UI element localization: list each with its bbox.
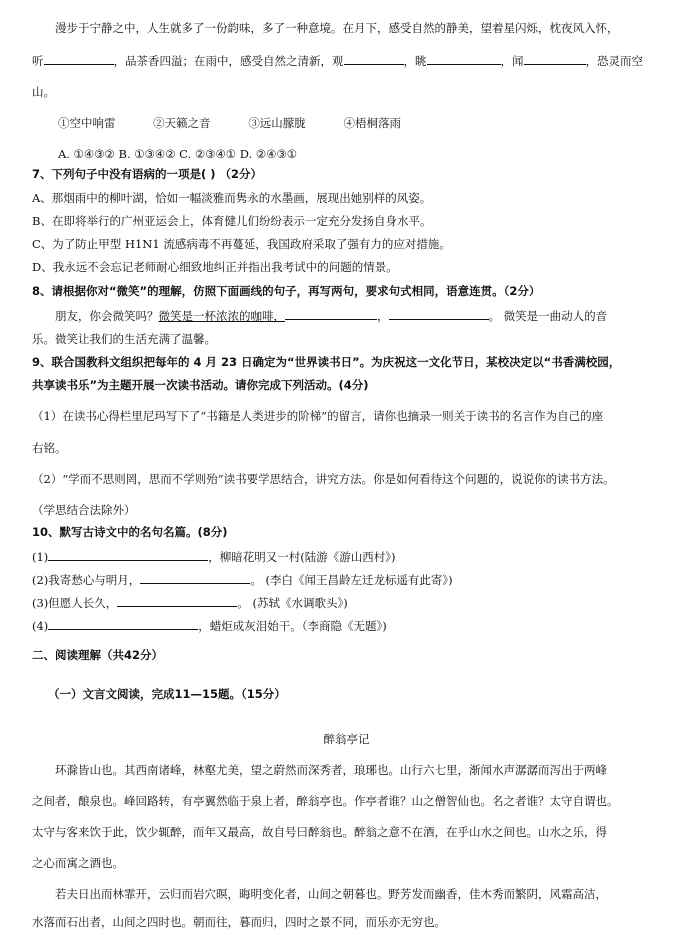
- question-title: 9、联合国教科文组织把每年的 4 月 23 日确定为“世界读书日”。为庆祝这一文化节日，某校决定以“书香满校园，: [32, 355, 621, 369]
- option-item: ③远山朦胧: [248, 116, 306, 130]
- question-title: 7、下列句子中没有语病的一项是( ) （2分）: [32, 167, 263, 181]
- choice-c: C、为了防止甲型 H1N1 流感病毒不再蔓延，我国政府采取了强有力的应对措施。: [32, 237, 451, 251]
- q9-part-2: （2）“学而不思则罔，思而不学则殆”读书要学思结合，讲究方法。你是如何看待这个问题的，说说你的读书方法。: [32, 472, 615, 486]
- choice-b: B、在即将举行的广州亚运会上，体育健儿们纷纷表示一定充分发扬自身水平。: [32, 214, 432, 228]
- essay-line: 若夫日出而林霏开，云归而岩穴暝，晦明变化者，山间之朝暮也。野芳发而幽香，佳木秀而繁阴，风霜高洁，: [55, 887, 607, 901]
- q8-line: 乐。微笑让我们的生活充满了温馨。: [32, 332, 216, 346]
- option-item: ④梧桐落雨: [343, 116, 401, 130]
- answer-blank[interactable]: [344, 52, 404, 65]
- q10-item: (4) ，蜡炬成灰泪始干。（李商隐《无题》): [32, 619, 387, 633]
- essay-line: 之间者，酿泉也。峰回路转，有亭翼然临于泉上者，醉翁亭也。作亭者谁？山之僧智仙也。名之者谁？太守自谓也。: [32, 794, 619, 808]
- essay-title: 醉翁亭记: [323, 732, 370, 746]
- q10-item: (2)我寄愁心与明月， 。 (李白《闻王昌龄左迁龙标遥有此寄》): [32, 573, 453, 587]
- q9-part-1: （1）在读书心得栏里尼玛写下了“书籍是人类进步的阶梯”的留言，请你也摘录一则关于读书的名言作为自己的座: [32, 409, 604, 423]
- answer-blank[interactable]: [140, 571, 250, 584]
- q8-line: 朋友，你会微笑吗？微笑是一杯浓浓的咖啡， ， 。 微笑是一曲动人的音: [55, 309, 608, 323]
- answer-choices: A. ①④③② B. ①③④② C. ②③④① D. ②④③①: [58, 147, 298, 161]
- essay-line: 水落而石出者，山间之四时也。朝而往，暮而归，四时之景不同，而乐亦无穷也。: [32, 915, 446, 929]
- essay-line: 太守与客来饮于此，饮少辄醉，而年又最高，故自号曰醉翁也。醉翁之意不在酒，在乎山水之间也。山水之乐，得: [32, 825, 607, 839]
- passage-line: 漫步于宁静之中，人生就多了一份韵味，多了一种意境。在月下，感受自然的静美，望着星闪烁，枕夜风入怀，: [55, 21, 619, 35]
- essay-line: 之心而寓之酒也。: [32, 856, 124, 870]
- answer-blank[interactable]: [285, 307, 377, 320]
- q10-item: (1) ，柳暗花明又一村(陆游《游山西村》): [32, 550, 396, 564]
- question-title: 10、默写古诗文中的名句名篇。(8分): [32, 525, 228, 539]
- answer-blank[interactable]: [48, 617, 198, 630]
- q9-part-2: （学思结合法除外）: [32, 503, 136, 517]
- q9-part-1: 右铭。: [32, 441, 67, 455]
- option-list: [58, 115, 663, 131]
- passage-line-blanks: 听 ，品茶香四溢；在雨中，感受自然之清新，观 ，眺 ，闻 ，恐灵而空: [32, 54, 643, 68]
- q10-item: (3)但愿人长久， 。 (苏轼《水调歌头》): [32, 596, 348, 610]
- answer-blank[interactable]: [524, 52, 586, 65]
- question-title: 共享读书乐”为主题开展一次读书活动。请你完成下列活动。(4分): [32, 378, 369, 392]
- subsection-title: （一）文言文阅读，完成11—15题。（15分）: [48, 687, 286, 701]
- answer-blank[interactable]: [117, 594, 237, 607]
- question-title: 8、请根据你对“微笑”的理解，仿照下面画线的句子，再写两句，要求句式相同，语意连贯。（2分）: [32, 284, 541, 298]
- underlined-example: 微笑是一杯浓浓的咖啡，: [158, 309, 285, 323]
- section-title: 二、阅读理解（共42分）: [32, 648, 164, 662]
- answer-blank[interactable]: [44, 52, 114, 65]
- option-item: ②天籁之音: [153, 116, 211, 130]
- choice-a: A、那烟雨中的柳叶湖，恰如一幅淡雅而隽永的水墨画，展现出她别样的风姿。: [32, 191, 432, 205]
- answer-blank[interactable]: [48, 548, 208, 561]
- passage-line: 山。: [32, 85, 55, 99]
- option-item: ①空中响雷: [58, 116, 116, 130]
- answer-blank[interactable]: [389, 307, 489, 320]
- essay-line: 环滁皆山也。其西南诸峰，林壑尤美，望之蔚然而深秀者，琅琊也。山行六七里，渐闻水声潺潺而泻出于两峰: [55, 763, 607, 777]
- answer-blank[interactable]: [427, 52, 501, 65]
- choice-d: D、我永远不会忘记老师耐心细致地纠正并指出我考试中的问题的情景。: [32, 260, 398, 274]
